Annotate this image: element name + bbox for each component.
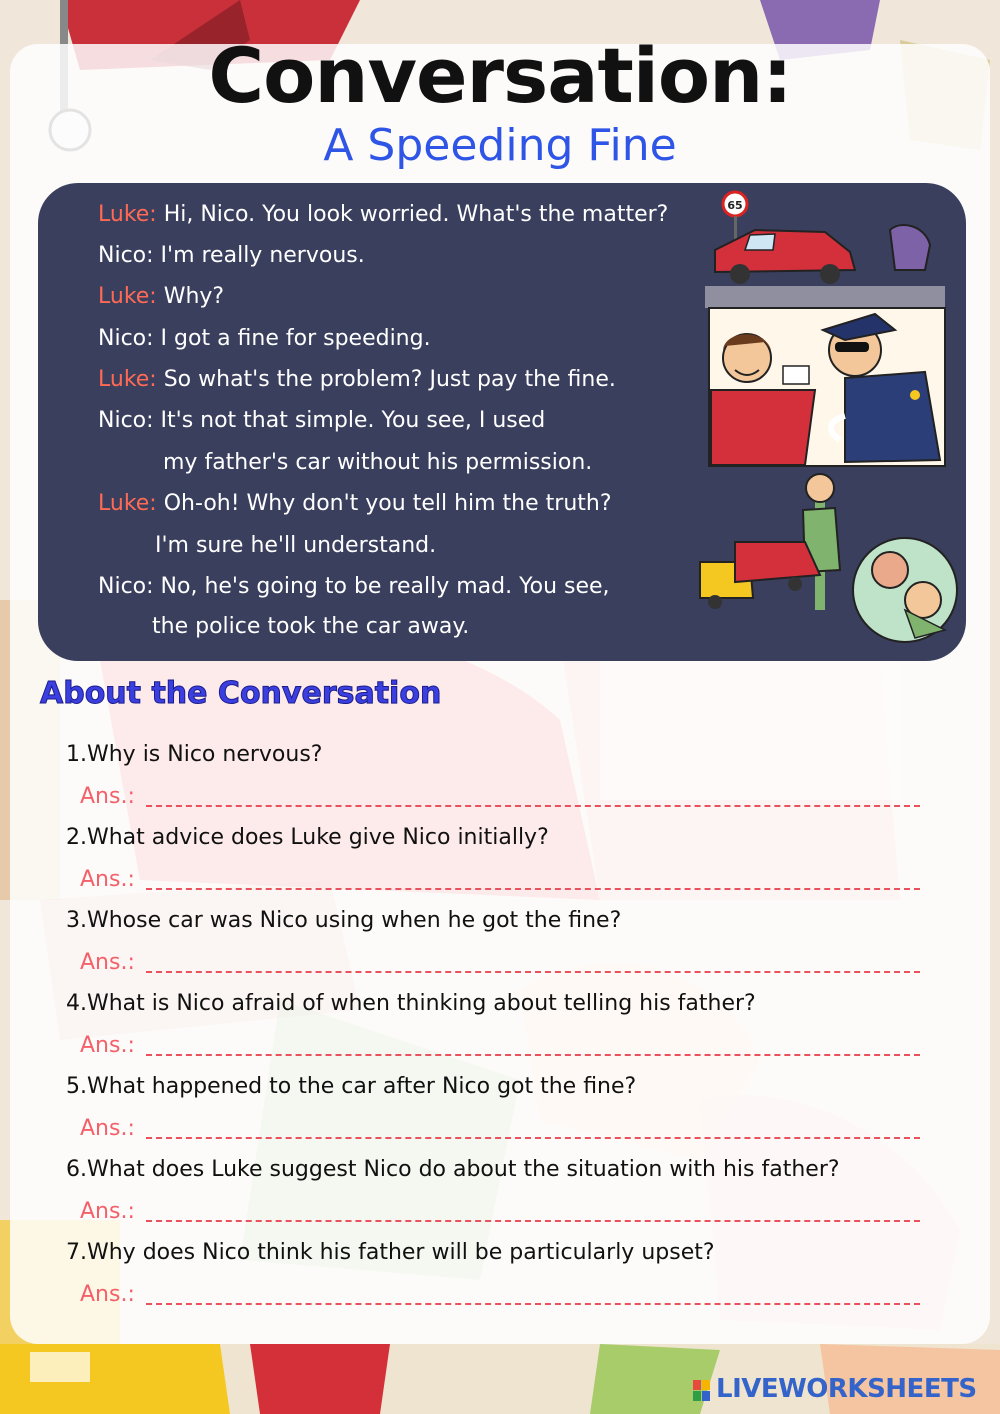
answer-label: Ans.: bbox=[80, 867, 135, 892]
speaker-nico: Nico: bbox=[98, 243, 154, 268]
dialogue-line: I'm sure he'll understand. bbox=[155, 533, 437, 558]
answer-label: Ans.: bbox=[80, 1033, 135, 1058]
answer-field-4[interactable] bbox=[80, 1032, 920, 1060]
question-1: 1.Why is Nico nervous? bbox=[66, 742, 323, 767]
answer-field-7[interactable] bbox=[80, 1281, 920, 1309]
answer-label: Ans.: bbox=[80, 1199, 135, 1224]
dialogue-line: Luke: Why? bbox=[98, 284, 225, 309]
police-officer-illustration bbox=[709, 308, 945, 466]
answer-line[interactable] bbox=[146, 888, 920, 890]
liveworksheets-logo-icon bbox=[693, 1380, 711, 1402]
question-3: 3.Whose car was Nico using when he got the fine? bbox=[66, 908, 622, 933]
question-2: 2.What advice does Luke give Nico initially? bbox=[66, 825, 549, 850]
speaker-nico: Nico: bbox=[98, 326, 154, 351]
speaker-luke: Luke: bbox=[98, 284, 157, 309]
answer-field-6[interactable] bbox=[80, 1198, 920, 1226]
speaker-luke: Luke: bbox=[98, 202, 157, 227]
section-title: About the Conversation bbox=[40, 676, 442, 711]
speaker-nico: Nico: bbox=[98, 574, 154, 599]
dialogue-line: Luke: Hi, Nico. You look worried. What's the matter? bbox=[98, 202, 669, 227]
speeding-car-illustration bbox=[705, 192, 945, 308]
answer-line[interactable] bbox=[146, 1303, 920, 1305]
story-illustrations bbox=[695, 190, 960, 645]
page-title: Conversation: bbox=[208, 31, 792, 120]
dialogue-line: Luke: Oh-oh! Why don't you tell him the truth? bbox=[98, 491, 612, 516]
speaker-nico: Nico: bbox=[98, 408, 154, 433]
liveworksheets-logo[interactable]: LIVEWORKSHEETS bbox=[716, 1374, 977, 1404]
page-subtitle: A Speeding Fine bbox=[323, 120, 677, 171]
dialogue-line: Luke: So what's the problem? Just pay the fine. bbox=[98, 367, 616, 392]
answer-line[interactable] bbox=[146, 1054, 920, 1056]
answer-field-1[interactable] bbox=[80, 783, 920, 811]
speaker-luke: Luke: bbox=[98, 367, 157, 392]
dialogue-line: the police took the car away. bbox=[152, 614, 470, 639]
question-6: 6.What does Luke suggest Nico do about the situation with his father? bbox=[66, 1157, 840, 1182]
answer-label: Ans.: bbox=[80, 1282, 135, 1307]
answer-field-5[interactable] bbox=[80, 1115, 920, 1143]
answer-field-2[interactable] bbox=[80, 866, 920, 894]
answer-field-3[interactable] bbox=[80, 949, 920, 977]
answer-line[interactable] bbox=[146, 971, 920, 973]
answer-label: Ans.: bbox=[80, 784, 135, 809]
dialogue-line: Nico: I got a fine for speeding. bbox=[98, 326, 431, 351]
answer-line[interactable] bbox=[146, 1137, 920, 1139]
dialogue-line: Nico: It's not that simple. You see, I used bbox=[98, 408, 546, 433]
answer-label: Ans.: bbox=[80, 1116, 135, 1141]
dialogue-line: Nico: I'm really nervous. bbox=[98, 243, 365, 268]
dialogue-line: Nico: No, he's going to be really mad. You see, bbox=[98, 574, 610, 599]
question-4: 4.What is Nico afraid of when thinking about telling his father? bbox=[66, 991, 756, 1016]
towed-car-illustration bbox=[700, 474, 957, 642]
question-5: 5.What happened to the car after Nico got the fine? bbox=[66, 1074, 637, 1099]
svg-text:65: 65 bbox=[727, 199, 743, 212]
speaker-luke: Luke: bbox=[98, 491, 157, 516]
dialogue-line: my father's car without his permission. bbox=[163, 450, 593, 475]
answer-label: Ans.: bbox=[80, 950, 135, 975]
answer-line[interactable] bbox=[146, 1220, 920, 1222]
answer-line[interactable] bbox=[146, 805, 920, 807]
question-7: 7.Why does Nico think his father will be particularly upset? bbox=[66, 1240, 715, 1265]
